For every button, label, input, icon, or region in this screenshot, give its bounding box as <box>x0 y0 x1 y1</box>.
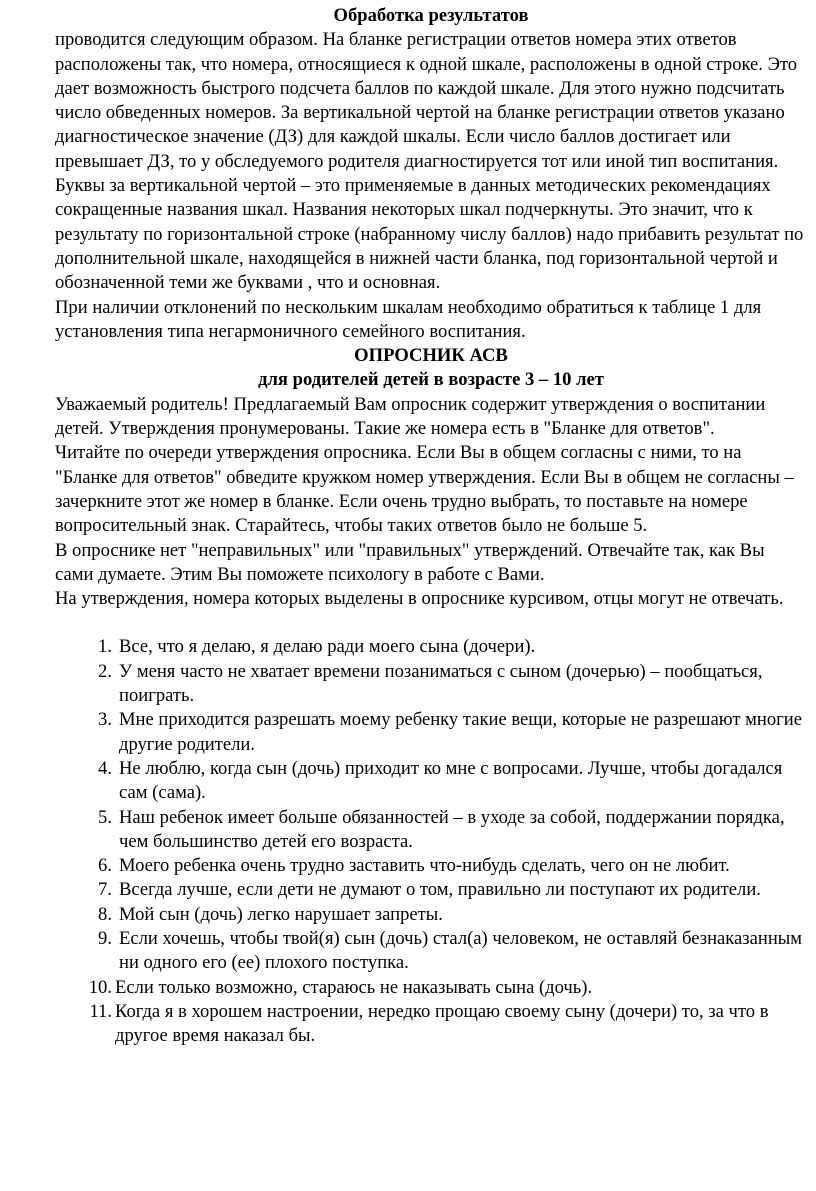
item-number: 6. <box>98 855 112 877</box>
item-number: 11. <box>89 1000 112 1022</box>
blank-line <box>55 611 807 635</box>
item-text: Если хочешь, чтобы твой(я) сын (дочь) стал(а) человеком, не оставляй безнаказанным ни одного его (ее) плохого поступка. <box>119 927 803 974</box>
item-text: Мне приходится разрешать моему ребенку такие вещи, которые не разрешают многие другие родители. <box>119 709 802 755</box>
list-item <box>55 854 807 878</box>
item-text: Не люблю, когда сын (дочь) приходит ко мне с вопросами. Лучше, чтобы догадался сам (сама). <box>119 757 783 804</box>
list-item <box>55 903 807 927</box>
list-item <box>55 976 807 1000</box>
item-text: Моего ребенка очень трудно заставить что-нибудь сделать, чего он не любит. <box>119 855 730 877</box>
list-item <box>55 708 807 757</box>
question-list <box>55 635 807 1048</box>
item-text: Наш ребенок имеет больше обязанностей – в уходе за собой, поддержании порядка, чем большинство детей его возраста. <box>119 806 785 852</box>
item-text: Если только возможно, стараюсь не наказывать сына (дочь). <box>115 976 593 998</box>
item-number: 3. <box>98 709 112 731</box>
item-number: 10. <box>88 976 112 998</box>
item-number: 5. <box>98 806 112 828</box>
item-number: 4. <box>98 757 112 779</box>
instruction-paragraph: Уважаемый родитель! Предлагаемый Вам опросник содержит утверждения о воспитании детей. Утверждения пронумерованы. Такие же номера есть в "Бланке для ответов". <box>55 393 766 440</box>
questionnaire-subtitle: для родителей детей в возрасте 3 – 10 лет <box>258 369 604 391</box>
processing-paragraph: проводится следующим образом. На бланке регистрации ответов номера этих ответов расположены так, что номера, относящиеся к одной шкале, расположены в одной строке. Это дает возможность быстрого подсчета баллов по каждой шкале. Для этого нужно подсчитать число обведенных номеров. За вертикальной чертой на бланке регистрации ответов указано диагностическое значение (ДЗ) для каждой шкалы. Если число баллов достигает или превышает ДЗ, то у обследуемого родителя диагностируется тот или иной тип воспитания. Буквы за вертикальной чертой – это применяемые в данных методических рекомендациях сокращенные названия шкал. Названия некоторых шкал подчеркнуты. Это значит, что к результату по горизонтальной строке (набранному числу баллов) надо прибавить результат по дополнительной шкале, находящейся в нижней части бланка, под горизонтальной чертой и обозначенной теми же буквами , что и основная. <box>55 29 804 294</box>
deviation-paragraph: При наличии отклонений по нескольким шкалам необходимо обратиться к таблице 1 для установления типа негармоничного семейного воспитания. <box>55 296 762 342</box>
item-text: Когда я в хорошем настроении, нередко прощаю своему сыну (дочери) то, за что в другое время наказал бы. <box>115 1000 769 1047</box>
list-item <box>55 878 807 902</box>
item-text: Мой сын (дочь) легко нарушает запреты. <box>119 903 443 925</box>
item-text: Всегда лучше, если дети не думают о том, правильно ли поступают их родители. <box>119 879 761 901</box>
instruction-paragraph: Читайте по очереди утверждения опросника. Если Вы в общем согласны с ними, то на "Бланке для ответов" обведите кружком номер утверждения. Если Вы в общем не согласны – зачеркните этот же номер в бланке. Если очень трудно выбрать, то поставьте на номере вопросительный знак. Старайтесь, чтобы таких ответов было не больше 5. <box>55 442 794 537</box>
list-item <box>55 660 807 709</box>
document-page <box>55 4 807 1048</box>
item-number: 1. <box>98 636 112 658</box>
item-number: 8. <box>98 903 112 925</box>
item-number: 2. <box>98 660 112 682</box>
page-title: Обработка результатов <box>333 5 529 26</box>
item-text: Все, что я делаю, я делаю ради моего сына (дочери). <box>119 636 536 658</box>
list-item <box>55 757 807 806</box>
list-item <box>55 635 807 659</box>
item-text: У меня часто не хватает времени позаниматься с сыном (дочерью) – пообщаться, поиграть. <box>119 660 763 707</box>
list-item <box>55 806 807 855</box>
item-number: 7. <box>98 879 112 901</box>
list-item <box>55 927 807 976</box>
list-item <box>55 1000 807 1049</box>
instruction-paragraph: На утверждения, номера которых выделены в опроснике курсивом, отцы могут не отвечать. <box>55 588 784 610</box>
instruction-paragraph: В опроснике нет "неправильных" или "правильных" утверждений. Отвечайте так, как Вы сами думаете. Этим Вы поможете психологу в работе с Вами. <box>55 539 765 585</box>
item-number: 9. <box>98 927 112 949</box>
questionnaire-title: ОПРОСНИК АСВ <box>354 345 508 367</box>
